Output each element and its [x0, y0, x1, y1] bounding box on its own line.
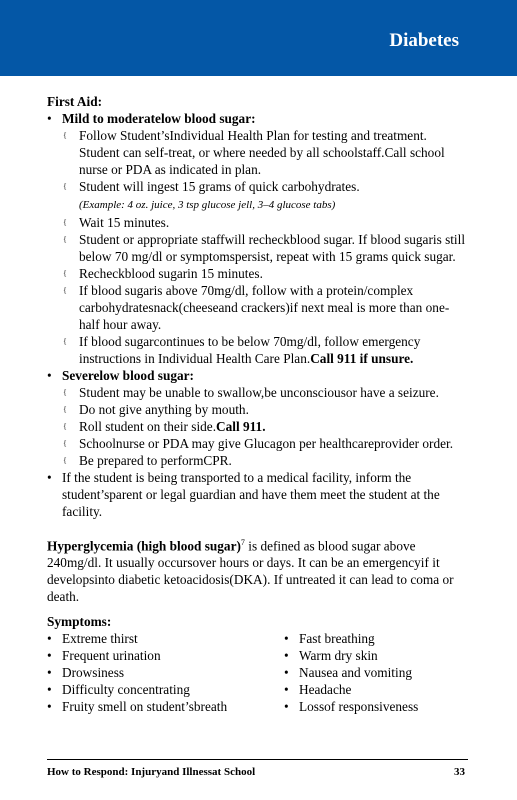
bullet-marker-icon: { [63, 235, 67, 244]
step-text: If blood sugarcontinues to be below 70mg/dl, follow emergency instructions in Individual Health Care Plan. [79, 334, 421, 366]
bullet-marker-icon: { [63, 388, 67, 397]
symptoms-title: Symptoms: [47, 614, 112, 630]
list-item [62, 333, 467, 367]
footer-divider [47, 759, 468, 760]
bullet-marker-icon: { [63, 286, 67, 295]
symptom-item: • Nausea and vomiting [284, 664, 467, 681]
severe-steps-list [62, 384, 467, 469]
step-text: Schoolnurse or PDA may give Glucagon per healthcareprovider order. [79, 436, 454, 451]
symptom-item: • Fruity smell on student’sbreath [47, 698, 284, 715]
footer-title: How to Respond: Injuryand Illnessat School [47, 766, 256, 778]
list-item [62, 452, 467, 469]
step-emphasis: Call 911. [216, 419, 266, 434]
list-item [62, 231, 467, 265]
symptom-item: • Extreme thirst [47, 630, 284, 647]
step-text: Student will ingest 15 grams of quick carbohydrates. [79, 179, 360, 194]
symptom-item: • Headache [284, 681, 467, 698]
list-item [62, 401, 467, 418]
step-text: Roll student on their side. [79, 419, 217, 434]
step-text: Student may be unable to swallow,be unconsciousor have a seizure. [79, 385, 439, 400]
footnote-ref: 7 [240, 538, 245, 547]
hyperglycemia-text: is defined as blood sugar above 240mg/dl. It usually occursover hours or days. It can be an emergencyif it developsinto diabetic ketoacidosis(DKA). If untreated it can lead to coma or death. [47, 538, 454, 605]
symptoms-column-2 [284, 630, 467, 715]
mild-steps-list [62, 127, 467, 367]
page-title: Diabetes [389, 30, 459, 51]
transport-item: • If the student is being transported to a medical facility, inform the student’sparent or legal guardian and have them meet the student at the facility. [47, 469, 467, 520]
list-item [62, 127, 467, 178]
step-text: Be prepared to performCPR. [79, 453, 232, 468]
bullet-marker-icon: { [63, 269, 67, 278]
first-aid-title: First Aid: [47, 94, 103, 109]
symptom-item: • Difficulty concentrating [47, 681, 284, 698]
step-text: If blood sugaris above 70mg/dl, follow with a protein/complex carbohydratesnack(cheeseand crackers)if next meal is more than one-half hour away. [79, 283, 450, 332]
symptom-item: • Warm dry skin [284, 647, 467, 664]
bullet-marker-icon: { [63, 422, 67, 431]
bullet-marker-icon: { [63, 439, 67, 448]
hyperglycemia-paragraph [47, 534, 467, 605]
symptoms-column-1 [47, 630, 284, 715]
mild-low-sugar-item [47, 110, 467, 367]
first-aid-list [47, 110, 467, 520]
step-example: (Example: 4 oz. juice, 3 tsp glucose jell, 3–4 glucose tabs) [79, 199, 336, 211]
bullet-marker-icon: { [63, 131, 67, 140]
severe-low-sugar-item [47, 367, 467, 469]
page-header [0, 0, 517, 76]
list-item [62, 178, 467, 214]
symptom-item: • Lossof responsiveness [284, 698, 467, 715]
step-text: Student or appropriate staffwill recheckblood sugar. If blood sugaris still below 70 mg/dl or symptomspersist, repeat with 15 grams quick sugar. [79, 232, 466, 264]
list-item [62, 435, 467, 452]
list-item [62, 214, 467, 231]
bullet-marker-icon: { [63, 182, 67, 191]
bullet-marker-icon: { [63, 337, 67, 346]
severe-low-sugar-label: Severelow blood sugar: [62, 368, 194, 383]
list-item [62, 418, 467, 435]
step-text: Do not give anything by mouth. [79, 402, 249, 417]
bullet-marker-icon: { [63, 456, 67, 465]
bullet-marker-icon: { [63, 405, 67, 414]
step-text: Recheckblood sugarin 15 minutes. [79, 266, 263, 281]
list-item [62, 282, 467, 333]
step-text: Wait 15 minutes. [79, 215, 170, 230]
hyperglycemia-term: Hyperglycemia (high blood sugar) [47, 538, 241, 554]
symptom-item: • Frequent urination [47, 647, 284, 664]
symptom-item: • Drowsiness [47, 664, 284, 681]
step-text: Follow Student’sIndividual Health Plan for testing and treatment. Student can self-treat, or where needed by all schoolstaff.Call school nurse or PDA as indicated in plan. [79, 128, 445, 177]
list-item [62, 265, 467, 282]
bullet-marker-icon: { [63, 218, 67, 227]
page-content [47, 93, 467, 715]
symptoms-columns [47, 630, 467, 715]
step-emphasis: Call 911 if unsure. [310, 351, 414, 366]
symptom-item: • Fast breathing [284, 630, 467, 647]
page-number: 33 [454, 766, 465, 778]
list-item [62, 384, 467, 401]
mild-low-sugar-label: Mild to moderatelow blood sugar: [62, 111, 256, 126]
